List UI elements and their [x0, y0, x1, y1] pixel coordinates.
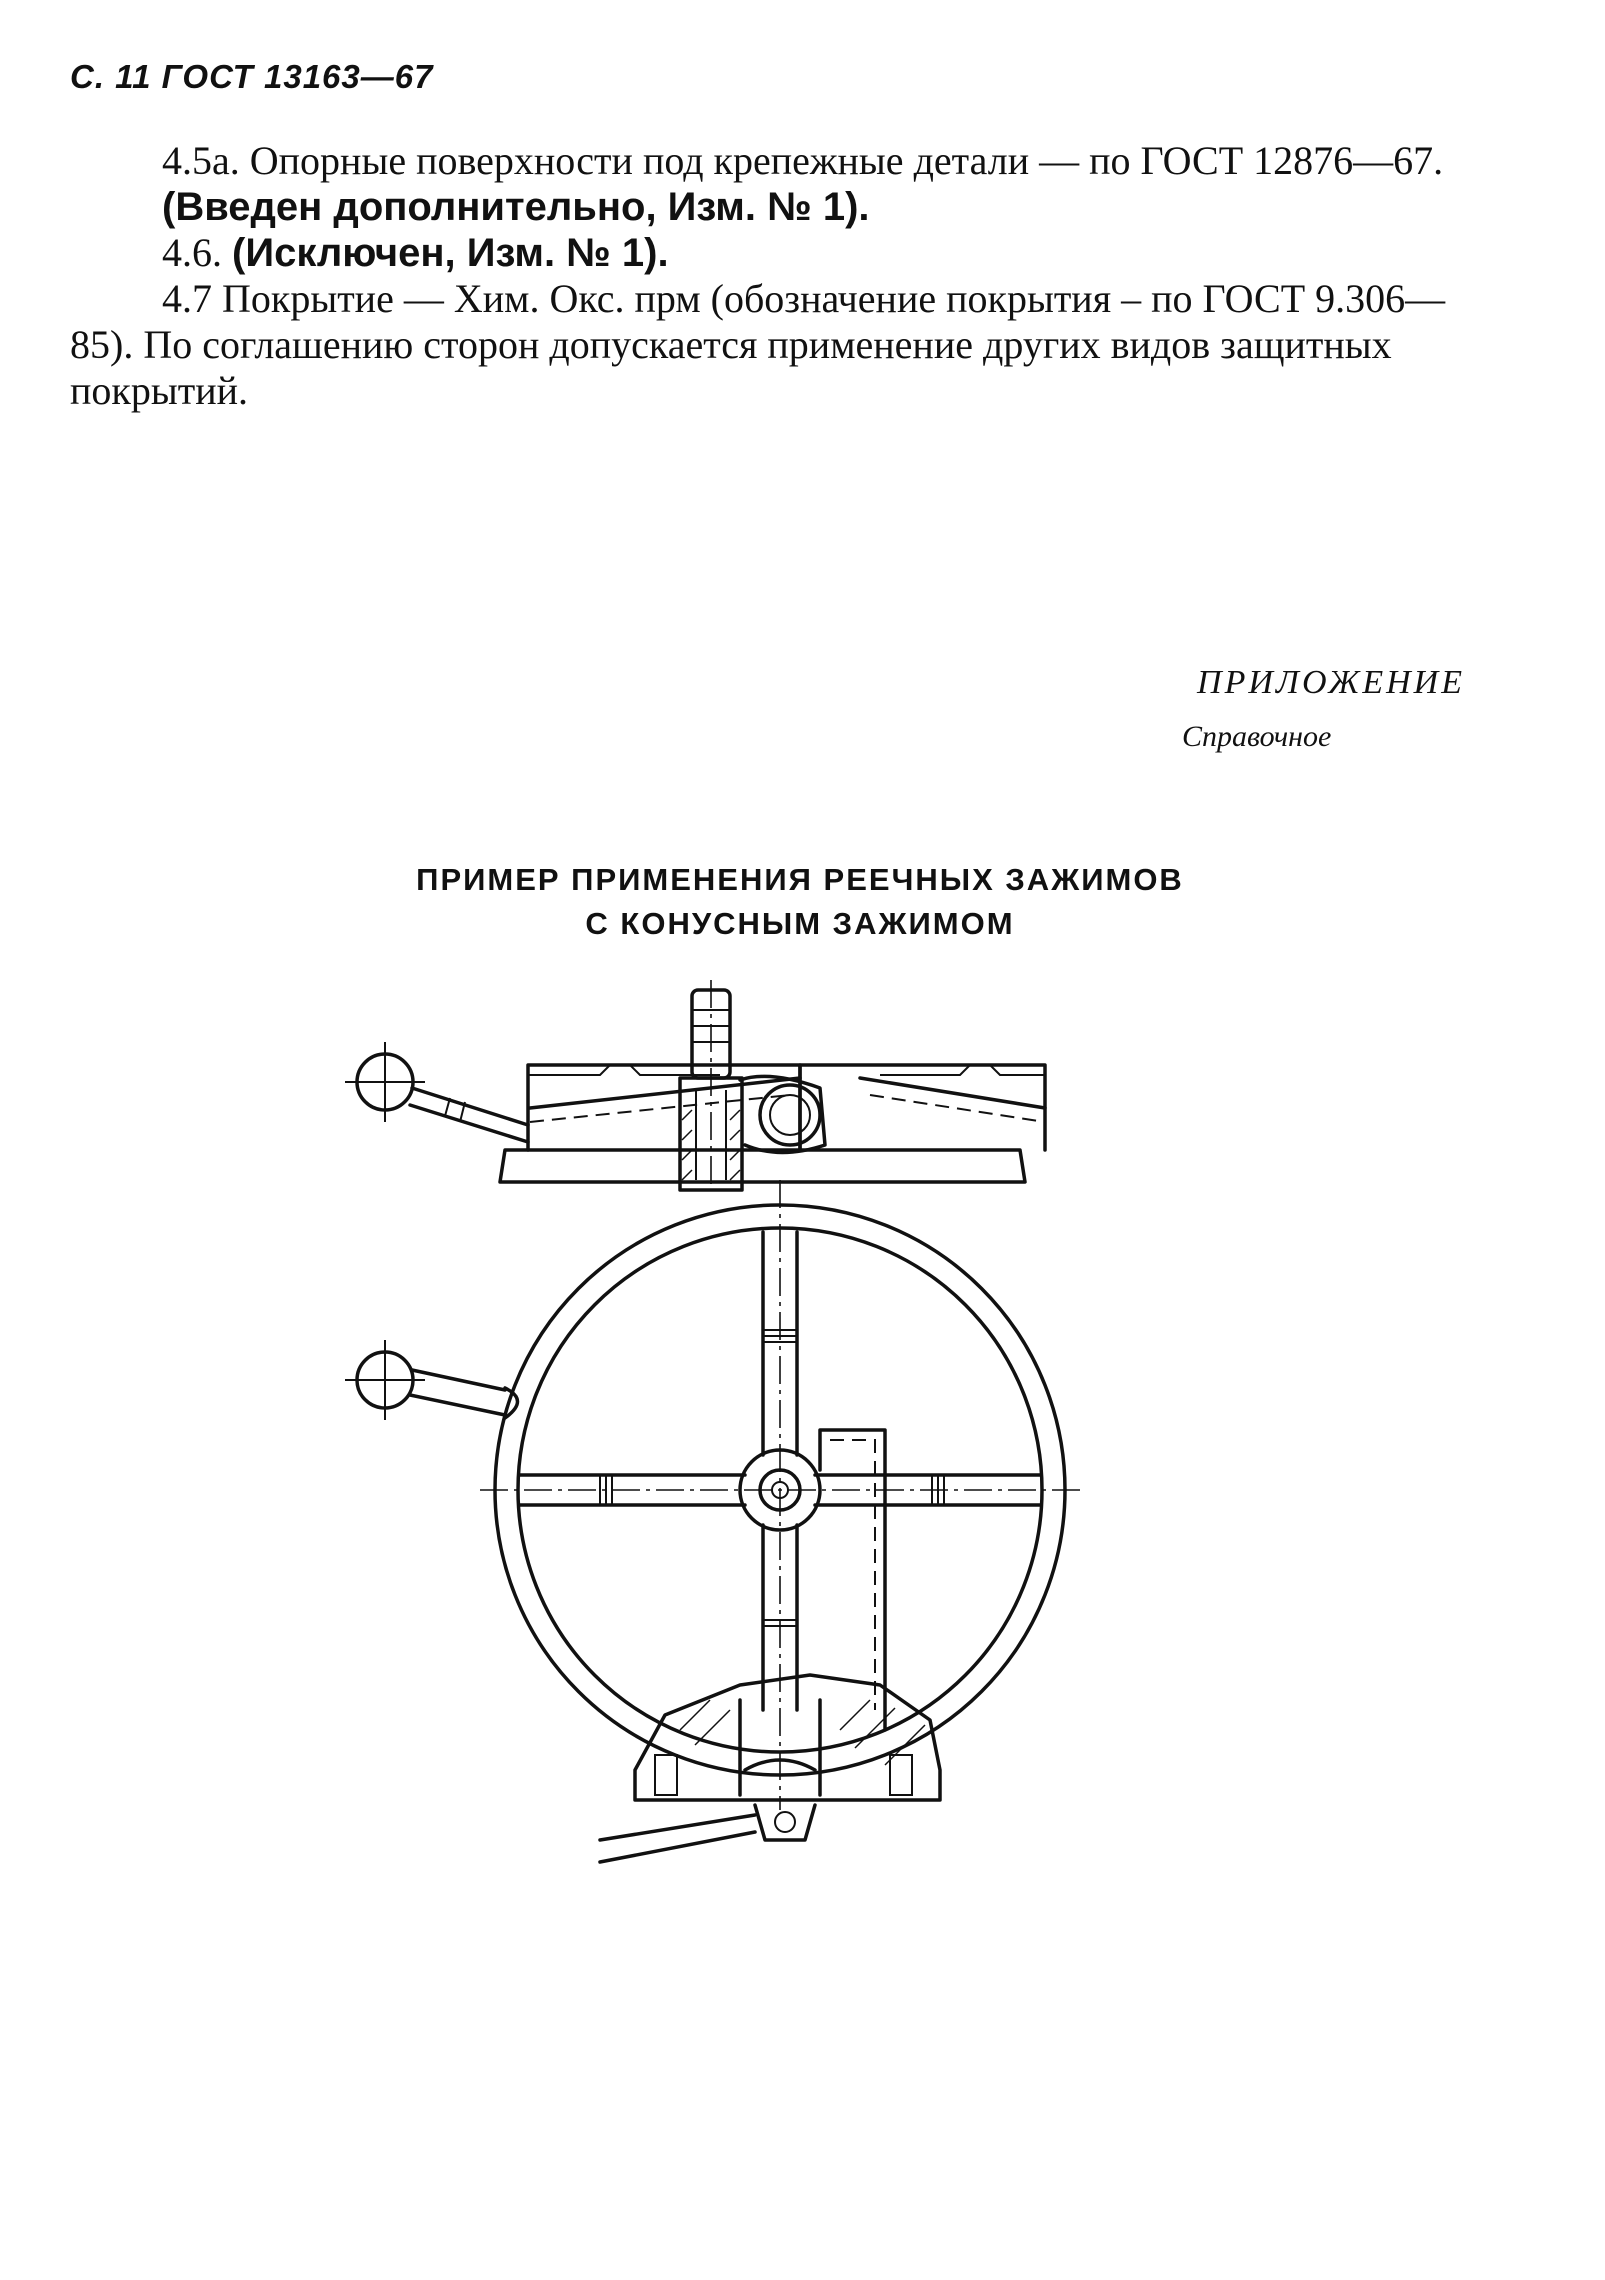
- handle-knob-side-axis: [345, 1340, 425, 1420]
- side-view: [345, 980, 1045, 1190]
- rail-left-upper: [530, 1078, 800, 1108]
- rack-hidden: [830, 1440, 875, 1710]
- pinion-housing: [740, 1076, 825, 1152]
- appendix-title: ПРИЛОЖЕНИЕ: [1197, 664, 1465, 701]
- right-jaw-block: [800, 1065, 1045, 1150]
- clamp-assembly-drawing: [300, 970, 1280, 1930]
- handle-arm-side: [410, 1370, 505, 1415]
- handle-arm-top: [410, 1088, 528, 1142]
- document-body: [70, 138, 1470, 414]
- page-header: С. 11 ГОСТ 13163—67: [70, 58, 434, 95]
- pinion-inner: [770, 1095, 810, 1135]
- bottom-knob: [755, 1805, 815, 1840]
- figure-title: [300, 858, 1300, 946]
- bottom-clamp-body: [635, 1675, 940, 1800]
- left-bolt: [655, 1755, 677, 1795]
- appendix-subtitle: Справочное: [1182, 720, 1332, 753]
- clause-4-6-number: 4.6.: [162, 230, 222, 275]
- rail-left-hidden: [530, 1095, 790, 1122]
- clause-4-6-note: (Исключен, Изм. № 1).: [232, 231, 669, 275]
- bottom-knob-hole: [775, 1812, 795, 1832]
- base-plate: [500, 1150, 1025, 1182]
- rail-right-hidden: [870, 1095, 1045, 1122]
- handle-knob-top-axis: [345, 1042, 425, 1122]
- centerlines: [480, 1180, 1080, 1810]
- figure-title-line1: ПРИМЕР ПРИМЕНЕНИЯ РЕЕЧНЫХ ЗАЖИМОВ: [416, 862, 1184, 897]
- bottom-handle-arm: [600, 1815, 755, 1862]
- right-bolt: [890, 1755, 912, 1795]
- clause-4-6: [70, 230, 1470, 276]
- figure-title-line2: С КОНУСНЫМ ЗАЖИМОМ: [585, 906, 1015, 941]
- clause-4-7: 4.7 Покрытие — Хим. Окс. прм (обозначение покрытия – по ГОСТ 9.306—85). По соглашению сторон допускается применение других видов защитных покрытий.: [70, 276, 1446, 413]
- clause-4-5a-note: (Введен дополнительно, Изм. № 1).: [162, 185, 870, 229]
- plan-view: [345, 1180, 1080, 1862]
- clause-4-5a: 4.5а. Опорные поверхности под крепежные детали — по ГОСТ 12876—67.: [162, 138, 1444, 183]
- rail-right-upper: [860, 1078, 1045, 1108]
- technical-drawing: [300, 970, 1280, 1930]
